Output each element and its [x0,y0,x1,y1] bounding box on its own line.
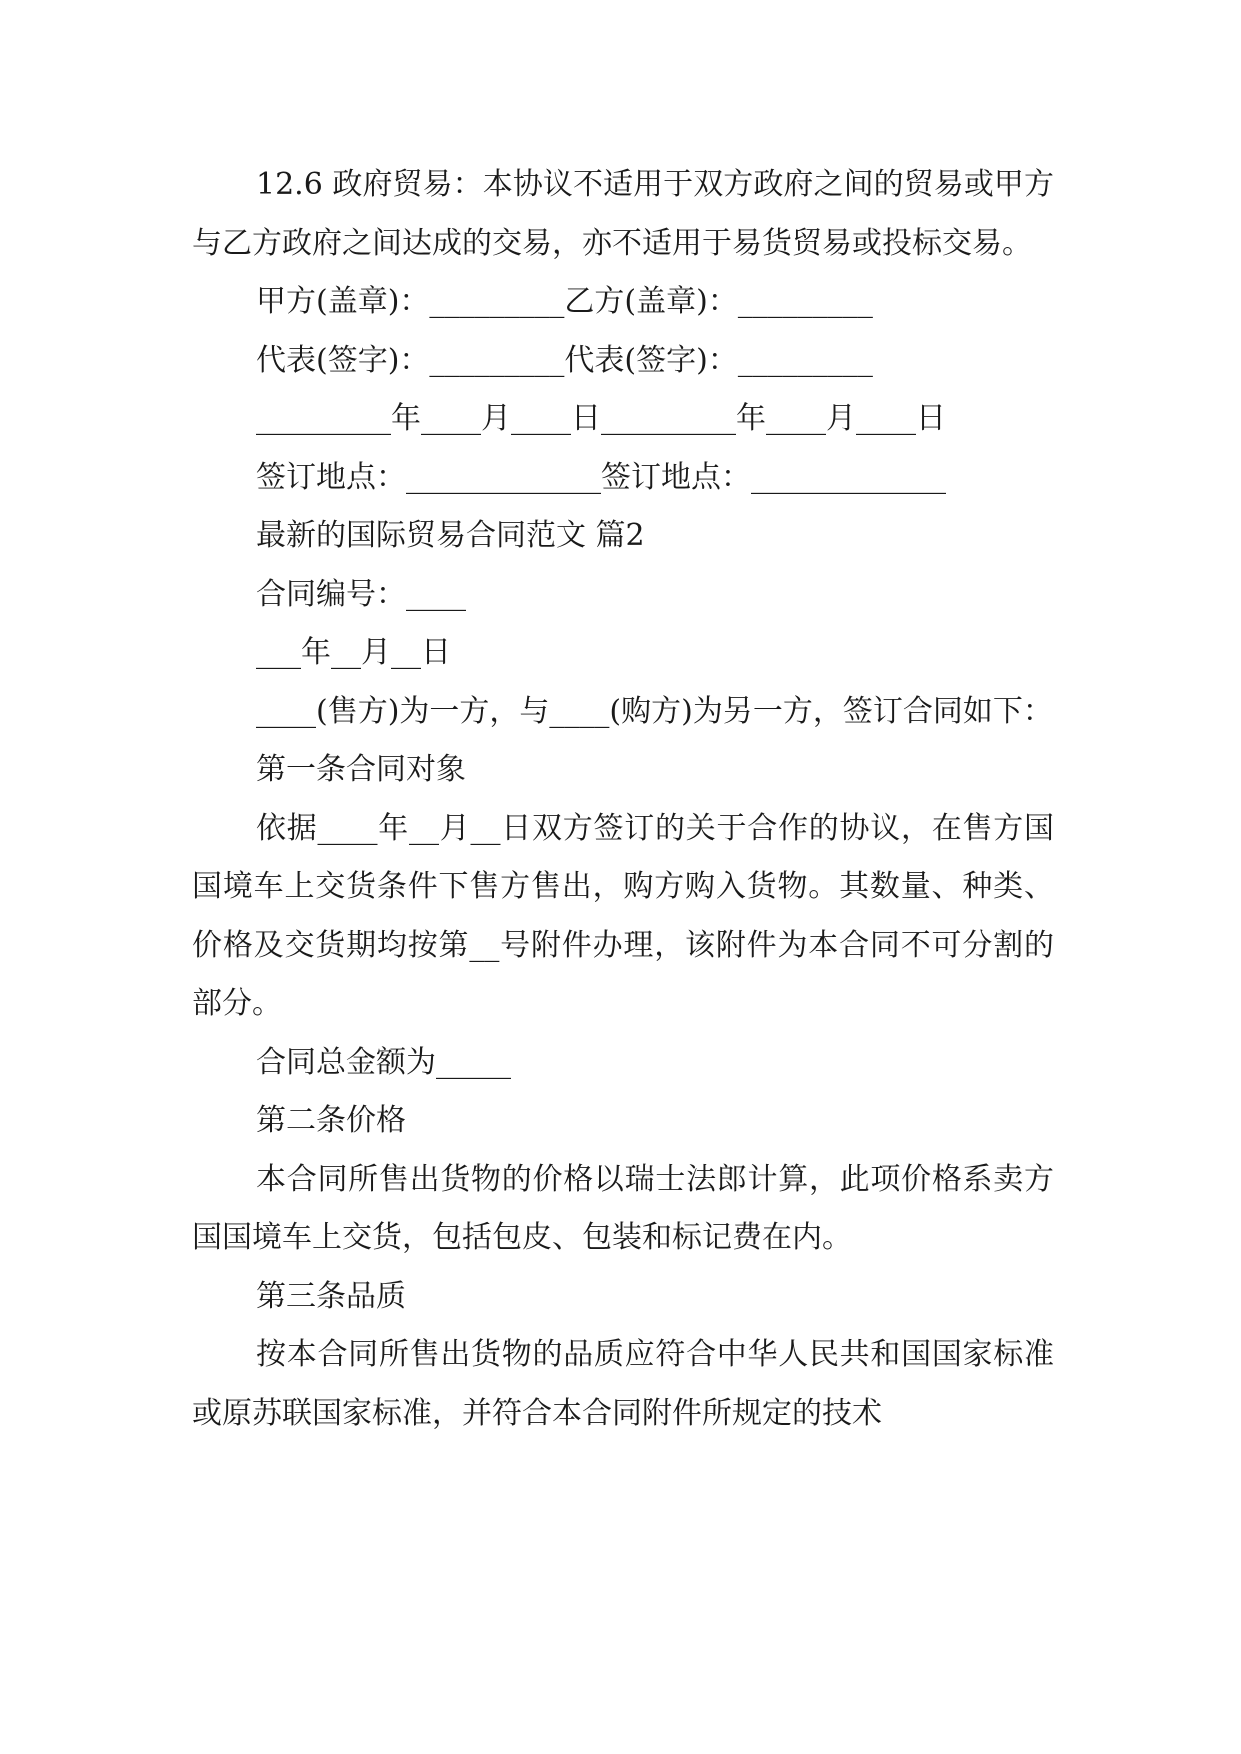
representative-signature-line: 代表(签字)：_________代表(签字)：_________ [256,342,873,378]
article-1-body: 依据____年__月__日双方签订的关于合作的协议，在售方国国境车上交货条件下售方售出，购方购入货物。其数量、种类、价格及交货期均按第__号附件办理，该附件为本合同不可分割的部分。 [192,810,1054,1021]
article-1-heading: 第一条合同对象 [256,752,466,787]
clause-12-6-government-trade: 12.6 政府贸易：本协议不适用于双方政府之间的贸易或甲方与乙方政府之间达成的交易，亦不适用于易货贸易或投标交易。 [192,167,1054,261]
signing-place-line: 签订地点：_____________签订地点：_____________ [256,459,946,495]
article-3-body: 按本合同所售出货物的品质应符合中华人民共和国国家标准或原苏联国家标准，并符合本合同附件所规定的技术 [192,1337,1054,1431]
article-2-heading: 第二条价格 [256,1103,406,1138]
section-heading: 最新的国际贸易合同范文 篇2 [256,518,645,553]
article-2-body: 本合同所售出货物的价格以瑞士法郎计算，此项价格系卖方国国境车上交货，包括包皮、包装和标记费在内。 [192,1161,1054,1255]
parties-paragraph: ____(售方)为一方，与____(购方)为另一方，签订合同如下： [256,693,1053,729]
article-3-heading: 第三条品质 [256,1278,406,1314]
document-body [192,156,1054,1443]
contract-number-line: 合同编号：____ [256,576,466,612]
contract-date-line: ___年__月__日 [256,635,451,670]
party-seal-line: 甲方(盖章)：_________乙方(盖章)：_________ [256,284,873,319]
signing-date-line: _________年____月____日_________年____月____日 [256,401,946,436]
contract-total-amount-line: 合同总金额为_____ [256,1044,511,1080]
